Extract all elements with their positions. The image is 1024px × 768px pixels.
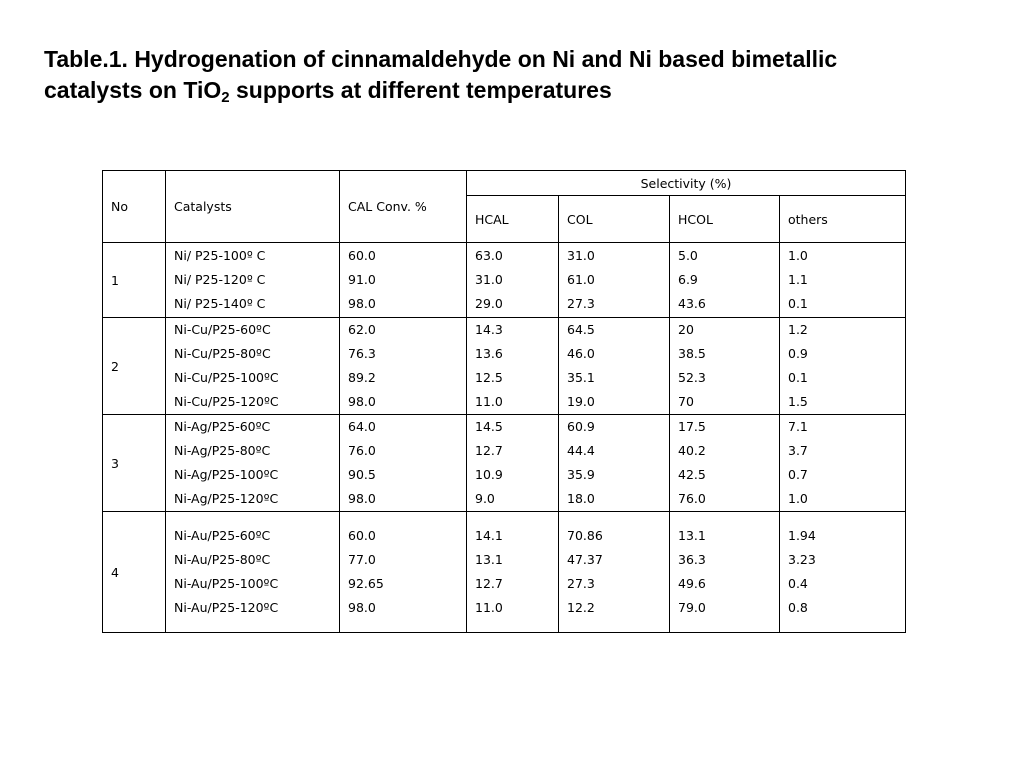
hcal-value: 13.1: [475, 552, 503, 567]
catalysts-cell: [166, 415, 340, 512]
hcal-cell: [467, 243, 559, 318]
hcol-value: 42.5: [678, 467, 706, 482]
catalysts-cell: [166, 243, 340, 318]
title-subscript: 2: [221, 89, 230, 106]
hcal-value: 12.7: [475, 443, 503, 458]
hcol-value: 49.6: [678, 576, 706, 591]
hcal-value: 12.7: [475, 576, 503, 591]
catalyst-entry: Ni/ P25-100º C: [174, 248, 266, 263]
hcal-value: 11.0: [475, 394, 503, 409]
catalyst-entry: Ni-Cu/P25-100ºC: [174, 370, 279, 385]
header-no: No: [103, 171, 166, 243]
cal-conv-value: 92.65: [348, 576, 384, 591]
others-value: 0.9: [788, 346, 808, 361]
table-row-group-4: [103, 512, 906, 633]
catalyst-entry: Ni-Ag/P25-100ºC: [174, 467, 279, 482]
cal-conv-value: 62.0: [348, 322, 376, 337]
others-value: 1.94: [788, 528, 816, 543]
table-row-group-2: [103, 318, 906, 415]
hcal-cell: [467, 318, 559, 415]
header-catalysts: Catalysts: [166, 171, 340, 243]
hcol-value: 5.0: [678, 248, 698, 263]
hcol-value: 79.0: [678, 600, 706, 615]
group-number: 1: [103, 243, 166, 318]
hcal-value: 14.5: [475, 419, 503, 434]
group-number: 4: [103, 512, 166, 633]
hcal-value: 31.0: [475, 272, 503, 287]
col-cell: [559, 243, 670, 318]
col-value: 18.0: [567, 491, 595, 506]
hcol-value: 70: [678, 394, 694, 409]
col-value: 64.5: [567, 322, 595, 337]
col-cell: [559, 318, 670, 415]
hcol-value: 13.1: [678, 528, 706, 543]
hcal-value: 11.0: [475, 600, 503, 615]
others-value: 0.8: [788, 600, 808, 615]
others-value: 7.1: [788, 419, 808, 434]
hcol-value: 43.6: [678, 296, 706, 311]
hcol-cell: [670, 512, 780, 633]
title-line-2-suffix: supports at different temperatures: [229, 77, 612, 103]
catalyst-entry: Ni-Cu/P25-120ºC: [174, 394, 279, 409]
others-value: 1.5: [788, 394, 808, 409]
others-value: 0.1: [788, 370, 808, 385]
col-cell: [559, 415, 670, 512]
others-cell: [780, 512, 906, 633]
hcol-value: 17.5: [678, 419, 706, 434]
others-value: 0.1: [788, 296, 808, 311]
catalysts-cell: [166, 318, 340, 415]
cal-conv-cell: [340, 243, 467, 318]
hcol-value: 76.0: [678, 491, 706, 506]
header-col: COL: [559, 196, 670, 243]
others-value: 1.0: [788, 248, 808, 263]
cal-conv-value: 91.0: [348, 272, 376, 287]
col-value: 27.3: [567, 576, 595, 591]
col-value: 70.86: [567, 528, 603, 543]
catalyst-entry: Ni/ P25-140º C: [174, 296, 266, 311]
hcal-value: 12.5: [475, 370, 503, 385]
header-others: others: [780, 196, 906, 243]
hcal-value: 10.9: [475, 467, 503, 482]
cal-conv-value: 64.0: [348, 419, 376, 434]
catalyst-entry: Ni-Au/P25-80ºC: [174, 552, 271, 567]
others-value: 0.7: [788, 467, 808, 482]
cal-conv-value: 98.0: [348, 600, 376, 615]
cal-conv-cell: [340, 415, 467, 512]
catalyst-entry: Ni-Au/P25-60ºC: [174, 528, 271, 543]
catalyst-entry: Ni-Ag/P25-80ºC: [174, 443, 271, 458]
cal-conv-value: 60.0: [348, 248, 376, 263]
results-table: [102, 170, 906, 633]
header-selectivity: Selectivity (%): [467, 171, 906, 196]
hcol-value: 40.2: [678, 443, 706, 458]
cal-conv-cell: [340, 318, 467, 415]
hcal-value: 14.1: [475, 528, 503, 543]
cal-conv-value: 60.0: [348, 528, 376, 543]
hcal-cell: [467, 512, 559, 633]
col-value: 35.1: [567, 370, 595, 385]
hcal-value: 13.6: [475, 346, 503, 361]
hcol-cell: [670, 415, 780, 512]
hcol-cell: [670, 243, 780, 318]
col-value: 31.0: [567, 248, 595, 263]
others-value: 1.1: [788, 272, 808, 287]
others-value: 1.0: [788, 491, 808, 506]
hcal-cell: [467, 415, 559, 512]
hcol-value: 20: [678, 322, 694, 337]
others-cell: [780, 415, 906, 512]
catalyst-entry: Ni-Cu/P25-80ºC: [174, 346, 271, 361]
others-value: 1.2: [788, 322, 808, 337]
catalyst-entry: Ni/ P25-120º C: [174, 272, 266, 287]
header-row: [103, 171, 906, 196]
table-row-group-3: [103, 415, 906, 512]
catalyst-entry: Ni-Ag/P25-120ºC: [174, 491, 279, 506]
table-row-group-1: [103, 243, 906, 318]
col-value: 19.0: [567, 394, 595, 409]
cal-conv-value: 98.0: [348, 394, 376, 409]
cal-conv-value: 76.3: [348, 346, 376, 361]
hcol-value: 38.5: [678, 346, 706, 361]
hcol-value: 36.3: [678, 552, 706, 567]
hcol-cell: [670, 318, 780, 415]
cal-conv-value: 77.0: [348, 552, 376, 567]
others-cell: [780, 243, 906, 318]
cal-conv-value: 89.2: [348, 370, 376, 385]
group-number: 2: [103, 318, 166, 415]
col-value: 61.0: [567, 272, 595, 287]
hcal-value: 29.0: [475, 296, 503, 311]
hcol-value: 6.9: [678, 272, 698, 287]
col-value: 35.9: [567, 467, 595, 482]
title-line-1: Table.1. Hydrogenation of cinnamaldehyde on Ni and Ni based bimetallic: [44, 46, 838, 72]
catalyst-entry: Ni-Au/P25-100ºC: [174, 576, 279, 591]
others-value: 0.4: [788, 576, 808, 591]
cal-conv-value: 76.0: [348, 443, 376, 458]
col-value: 12.2: [567, 600, 595, 615]
header-hcal: HCAL: [467, 196, 559, 243]
col-value: 60.9: [567, 419, 595, 434]
others-value: 3.7: [788, 443, 808, 458]
others-cell: [780, 318, 906, 415]
cal-conv-cell: [340, 512, 467, 633]
title-line-2-prefix: catalysts on TiO: [44, 77, 222, 103]
hcal-value: 14.3: [475, 322, 503, 337]
others-value: 3.23: [788, 552, 816, 567]
catalyst-entry: Ni-Ag/P25-60ºC: [174, 419, 271, 434]
page-title: [44, 44, 984, 106]
cal-conv-value: 90.5: [348, 467, 376, 482]
hcal-value: 63.0: [475, 248, 503, 263]
group-number: 3: [103, 415, 166, 512]
header-cal-conv: CAL Conv. %: [340, 171, 467, 243]
header-hcol: HCOL: [670, 196, 780, 243]
catalyst-entry: Ni-Cu/P25-60ºC: [174, 322, 271, 337]
cal-conv-value: 98.0: [348, 296, 376, 311]
col-value: 27.3: [567, 296, 595, 311]
col-value: 47.37: [567, 552, 603, 567]
col-cell: [559, 512, 670, 633]
hcal-value: 9.0: [475, 491, 495, 506]
cal-conv-value: 98.0: [348, 491, 376, 506]
hcol-value: 52.3: [678, 370, 706, 385]
col-value: 46.0: [567, 346, 595, 361]
catalyst-entry: Ni-Au/P25-120ºC: [174, 600, 279, 615]
col-value: 44.4: [567, 443, 595, 458]
catalysts-cell: [166, 512, 340, 633]
